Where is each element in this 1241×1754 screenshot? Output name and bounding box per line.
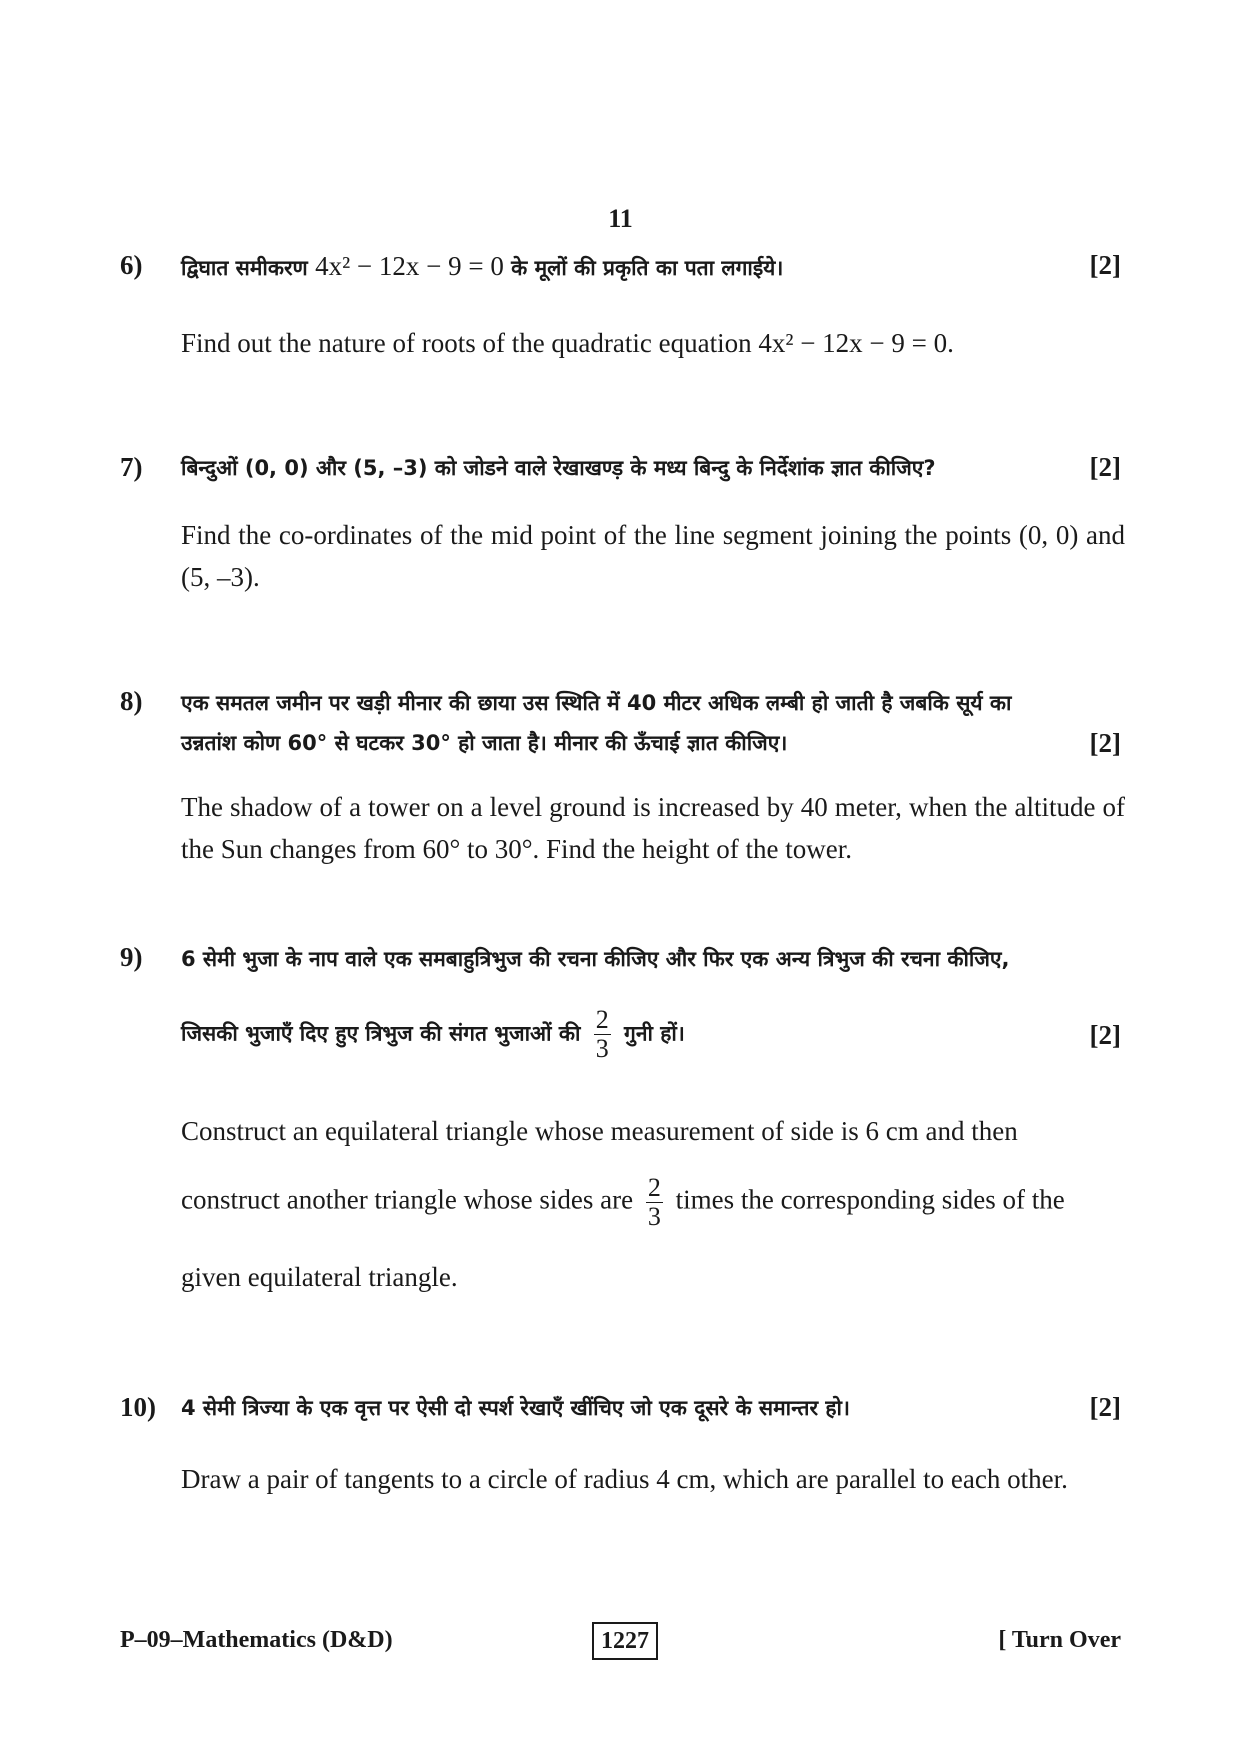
hindi-text-part: जिसकी भुजाएँ दिए हुए त्रिभुज की संगत भुजाओं की (181, 1021, 581, 1046)
question-number: 9) (120, 942, 143, 972)
question-english-line (181, 1174, 1125, 1231)
english-text-part: construct another triangle whose sides are (181, 1184, 634, 1215)
question-number: 8) (120, 686, 143, 716)
question-marks: [2] (1089, 1392, 1121, 1422)
turn-over-label: [ Turn Over (998, 1627, 1121, 1653)
question-marks: [2] (1089, 250, 1121, 280)
quadratic-equation: 4x² − 12x − 9 = 0 (315, 251, 504, 281)
question-hindi-text (181, 251, 1121, 283)
fraction-numerator: 2 (595, 1005, 609, 1034)
question-marks: [2] (1089, 1020, 1121, 1050)
fraction-denominator: 3 (647, 1202, 661, 1231)
question-english-line: Construct an equilateral triangle whose measurement of side is 6 cm and then (181, 1116, 1018, 1146)
question-hindi-line: उन्नतांश कोण 60° से घटकर 30° हो जाता है। मीनार की ऊँचाई ज्ञात कीजिए। (181, 731, 788, 755)
paper-code-label: P–09–Mathematics (D&D) (120, 1627, 393, 1653)
question-marks: [2] (1089, 728, 1121, 758)
question-hindi-line: 6 सेमी भुजा के नाप वाले एक समबाहुत्रिभुज की रचना कीजिए और फिर एक अन्य त्रिभुज की रचना कीजिए, (181, 947, 1010, 971)
hindi-text-part: के मूलों की प्रकृति का पता लगाईये। (511, 256, 784, 280)
question-english-text: The shadow of a tower on a level ground is increased by 40 meter, when the altitude of the Sun changes from 60° to 30°. Find the height of the tower. (181, 792, 1125, 864)
question-english-text: Find the co-ordinates of the mid point of the line segment joining the points (0, 0) and (5, –3). (181, 520, 1125, 592)
question-hindi-line (181, 1006, 1121, 1063)
question-hindi-line: एक समतल जमीन पर खड़ी मीनार की छाया उस स्थिति में 40 मीटर अधिक लम्बी हो जाती है जबकि सूर्य का (181, 691, 1012, 715)
hindi-text-part: गुनी हों। (624, 1021, 685, 1046)
booklet-code-box: 1227 (592, 1622, 658, 1660)
english-text-part: times the corresponding sides of the (675, 1184, 1065, 1215)
fraction-numerator: 2 (647, 1173, 661, 1202)
hindi-text-part: द्विघात समीकरण (181, 256, 308, 280)
fraction (594, 1006, 611, 1063)
page-number: 11 (608, 204, 633, 233)
question-number: 7) (120, 452, 143, 482)
question-number: 10) (120, 1392, 156, 1422)
question-hindi-text: बिन्दुओं (0, 0) और (5, –3) को जोडने वाले रेखाखण्ड़ के मध्य बिन्दु के निर्देशांक ज्ञात कीजिए? (181, 456, 936, 480)
question-marks: [2] (1089, 452, 1121, 482)
question-english-text: Draw a pair of tangents to a circle of radius 4 cm, which are parallel to each other. (181, 1464, 1068, 1494)
question-number: 6) (120, 250, 143, 280)
fraction-denominator: 3 (595, 1034, 609, 1063)
question-english-line: given equilateral triangle. (181, 1262, 458, 1292)
question-english-text: Find out the nature of roots of the quadratic equation 4x² − 12x − 9 = 0. (181, 328, 954, 358)
fraction (646, 1174, 663, 1231)
question-hindi-text: 4 सेमी त्रिज्या के एक वृत्त पर ऐसी दो स्पर्श रेखाएँ खींचिए जो एक दूसरे के समान्तर हो। (181, 1396, 850, 1420)
